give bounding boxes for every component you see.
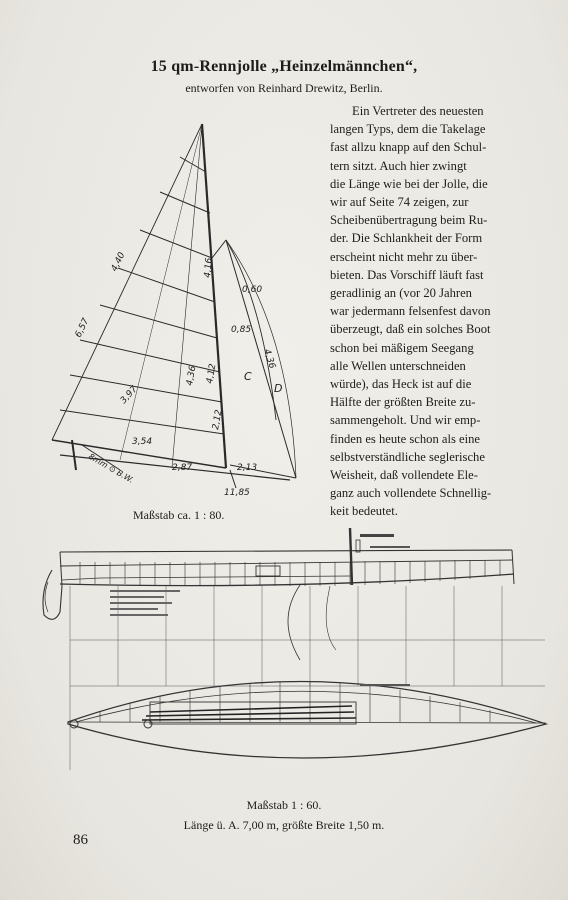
sail-dim-label: 2,13 — [237, 463, 258, 473]
body-line: bieten. Das Vorschiff läuft fast — [330, 267, 484, 282]
body-line: fast allzu knapp auf den Schul- — [330, 140, 487, 155]
sail-dim-label: 0,85 — [231, 325, 252, 335]
sail-dim-label: 11,85 — [224, 488, 250, 498]
body-line: langen Typs, dem die Takelage — [330, 122, 486, 137]
sail-label-d: D — [274, 382, 283, 395]
page-subtitle: entworfen von Reinhard Drewitz, Berlin. — [185, 81, 383, 95]
body-line: Scheibenübertragung beim Ru- — [330, 213, 488, 228]
sail-dim-label: 4,36 — [185, 365, 199, 387]
body-line: die Länge wie bei der Jolle, die — [330, 176, 488, 191]
body-line: der. Die Schlankheit der Form — [330, 231, 483, 246]
body-line: würde), das Heck ist auf die — [330, 377, 472, 392]
page-number: 86 — [73, 832, 88, 848]
sail-dim-label: 3,54 — [132, 437, 153, 447]
body-line: keit bedeutet. — [330, 504, 398, 519]
sail-dim-label: 6,57 — [73, 316, 92, 340]
body-line: alle Wellen unterschneiden — [330, 358, 466, 373]
sail-dim-label: 3,97 — [118, 384, 140, 407]
sail-plan-scale: Maßstab ca. 1 : 80. — [133, 508, 225, 522]
sail-dim-label: 2,12 — [211, 409, 225, 431]
page-title: 15 qm-Rennjolle „Heinzelmännchen“, — [150, 58, 418, 75]
body-line: Weisheit, daß vollendete Ele- — [330, 468, 478, 483]
sail-dim-label: 4,16 — [203, 257, 215, 279]
body-line: sammengeholt. Und wir emp- — [330, 413, 481, 428]
sail-dim-label: 4,12 — [205, 363, 219, 385]
sail-label-c: C — [244, 370, 252, 383]
hull-plan-scale: Maßstab 1 : 60. — [246, 798, 322, 812]
body-line: tern sitzt. Auch hier zwingt — [330, 158, 467, 173]
body-line: schon bei mäßigem Seegang — [330, 340, 474, 355]
body-line: wir auf Seite 74 zeigen, zur — [330, 195, 469, 210]
body-line: überzeugt, daß ein solches Boot — [330, 322, 491, 337]
hull-dimensions: Länge ü. A. 7,00 m, größte Breite 1,50 m. — [183, 818, 385, 832]
body-line: finden es heute schon als eine — [330, 431, 481, 446]
body-line: geradlinig an (vor 20 Jahren — [330, 286, 472, 301]
body-line: erscheint nicht mehr zu über- — [330, 249, 478, 264]
sail-dim-label: 4,40 — [109, 250, 128, 274]
sail-dim-label: 0,60 — [242, 285, 263, 295]
hull-annotations — [110, 534, 410, 686]
sail-dim-label: 4,36 — [261, 347, 277, 370]
sail-dim-label: 8mm ⊙ B.W. — [87, 451, 136, 485]
body-line: Hälfte der größten Breite zu- — [330, 395, 476, 410]
body-line: Ein Vertreter des neuesten — [352, 104, 484, 118]
sail-dim-label: 2,87 — [172, 463, 193, 473]
body-line: selbstverständliche seglerische — [330, 449, 485, 464]
body-line: ganz auch vollendete Schnellig- — [330, 486, 492, 501]
body-line: war jedermann felsenfest davon — [330, 304, 491, 319]
